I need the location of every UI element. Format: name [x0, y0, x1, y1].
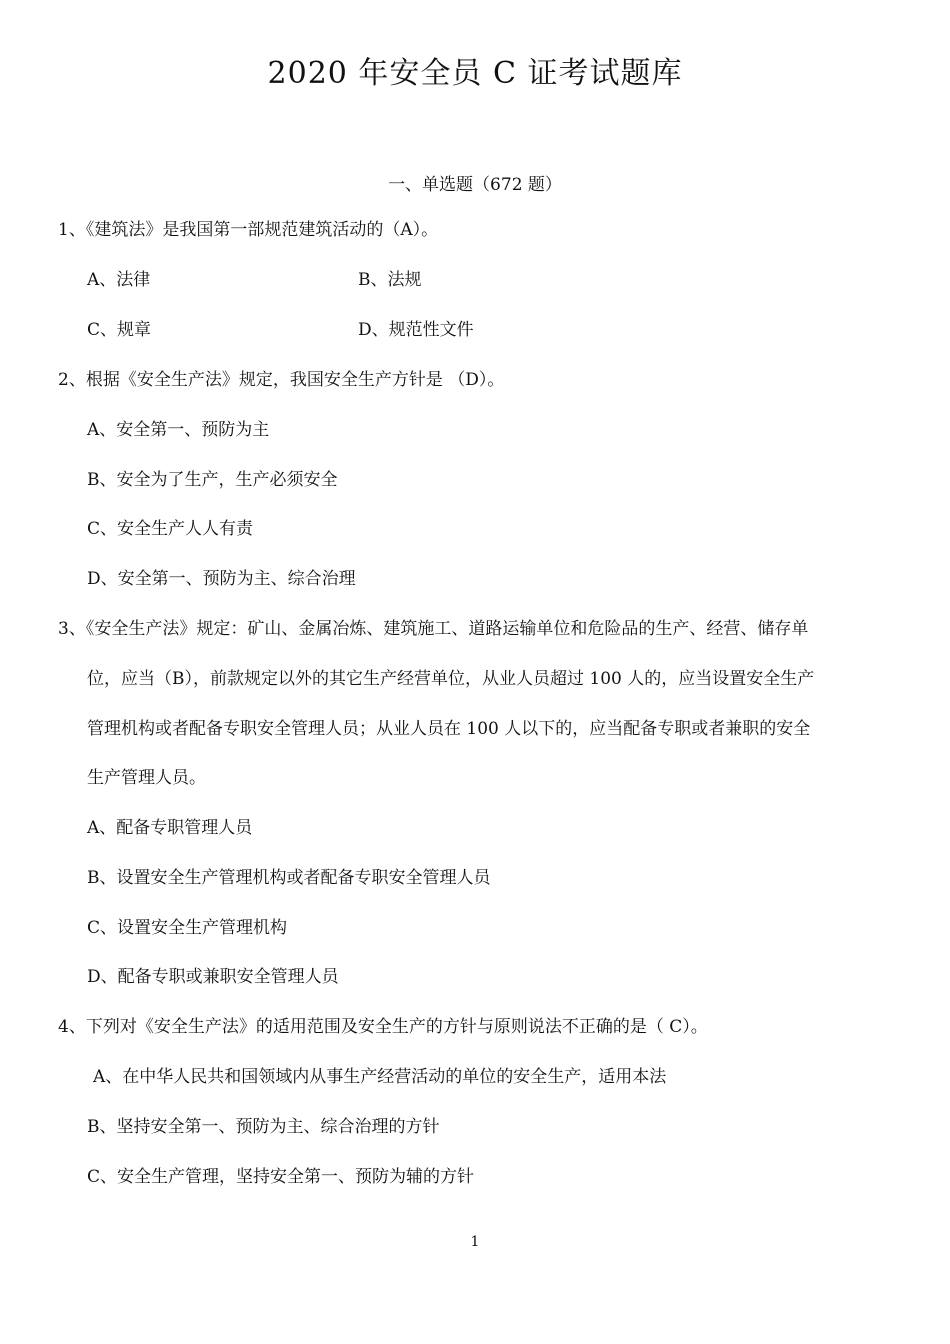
q3-option-c: C、设置安全生产管理机构 [87, 918, 288, 938]
question-3-line-2: 位，应当（B），前款规定以外的其它生产经营单位，从业人员超过 100 人的，应当设置安全生产 [87, 669, 815, 689]
section-heading: 一、单选题（672 题） [388, 175, 562, 195]
q2-option-d: D、安全第一、预防为主、综合治理 [87, 569, 356, 589]
q1-option-c: C、规章 [87, 320, 152, 340]
q3-option-b: B、设置安全生产管理机构或者配备专职安全管理人员 [87, 868, 491, 888]
q4-option-b: B、坚持安全第一、预防为主、综合治理的方针 [87, 1117, 440, 1137]
question-4: 4、下列对《安全生产法》的适用范围及安全生产的方针与原则说法不正确的是（ C）。 [58, 1017, 708, 1037]
q2-option-a: A、安全第一、预防为主 [87, 420, 270, 440]
document-title: 2020 年安全员 C 证考试题库 [267, 56, 683, 91]
question-3-line-4: 生产管理人员。 [87, 768, 206, 788]
q4-option-a: A、在中华人民共和国领域内从事生产经营活动的单位的安全生产，适用本法 [93, 1067, 667, 1087]
question-3-line-3: 管理机构或者配备专职安全管理人员；从业人员在 100 人以下的，应当配备专职或者兼职的安全 [87, 719, 811, 739]
page-number: 1 [470, 1234, 480, 1250]
question-3-line-1: 3、《安全生产法》规定：矿山、金属冶炼、建筑施工、道路运输单位和危险品的生产、经营、储存单 [58, 619, 809, 639]
question-2: 2、根据《安全生产法》规定，我国安全生产方针是 （D）。 [58, 370, 505, 390]
q4-option-c: C、安全生产管理，坚持安全第一、预防为辅的方针 [87, 1167, 475, 1187]
q1-option-d: D、规范性文件 [358, 320, 474, 340]
q1-option-b: B、法规 [358, 270, 422, 290]
q2-option-c: C、安全生产人人有责 [87, 519, 254, 539]
q3-option-a: A、配备专职管理人员 [87, 818, 253, 838]
q1-option-a: A、法律 [87, 270, 151, 290]
question-1: 1、《建筑法》是我国第一部规范建筑活动的（A）。 [58, 220, 439, 240]
q3-option-d: D、配备专职或兼职安全管理人员 [87, 967, 339, 987]
q2-option-b: B、安全为了生产，生产必须安全 [87, 470, 338, 490]
